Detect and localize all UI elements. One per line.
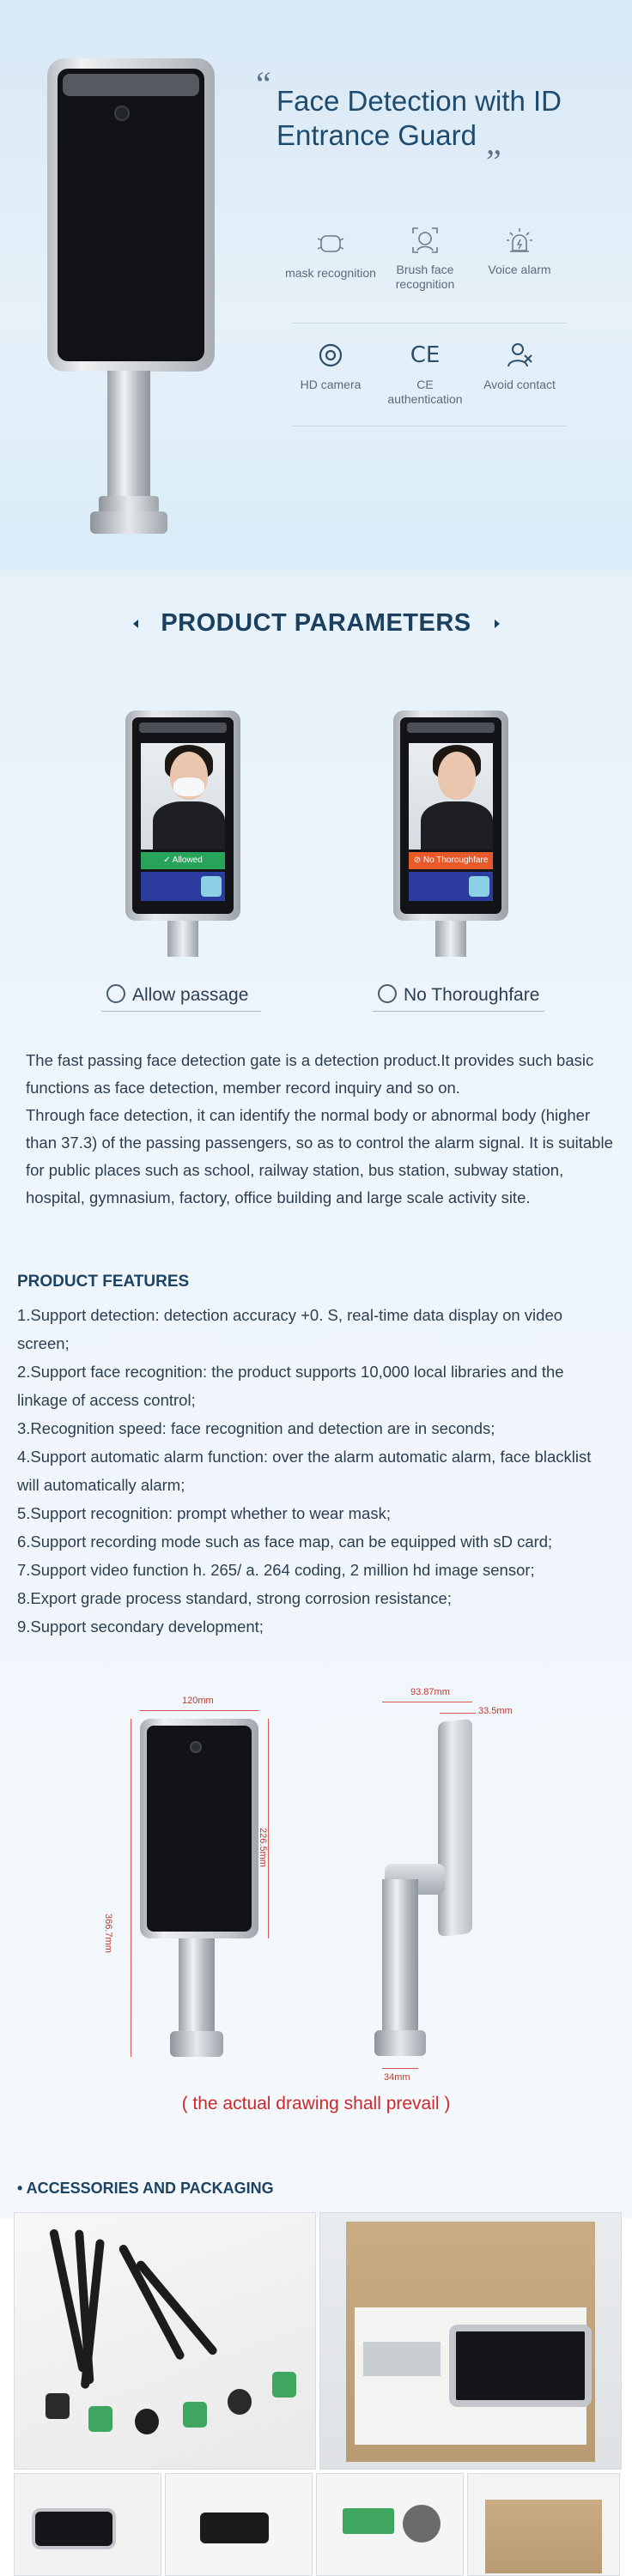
width-dimension-line (140, 1710, 258, 1711)
allow-passage-caption (106, 984, 248, 1006)
status-text: Allowed (172, 856, 203, 865)
device-sensor-bar (63, 74, 199, 96)
qr-code (469, 876, 489, 897)
shoulders (421, 801, 493, 850)
feature-item: 3.Recognition speed: face recognition and detection are in seconds; (17, 1419, 495, 1437)
screen-depth-line (440, 1713, 476, 1714)
feature-face-scan (378, 225, 472, 292)
screw-pack (403, 2505, 441, 2543)
cross-circle-icon (378, 984, 397, 1003)
caption-underline (101, 1011, 261, 1012)
device-camera (190, 1741, 202, 1753)
caption-text: Allow passage (132, 985, 249, 1005)
hero-title (276, 84, 603, 153)
device-pole (107, 371, 150, 499)
cables-photo (14, 2212, 316, 2470)
description-paragraph: The fast passing face detection gate is a detection product.It provides such basic functions as face detection, member record inquiry and so on. (26, 1051, 594, 1097)
device-camera (114, 106, 130, 121)
device-allowed-image (125, 711, 240, 921)
feature-item: 9.Support secondary development; (17, 1618, 264, 1636)
accessories-title: • ACCESSORIES AND PACKAGING (17, 2180, 274, 2197)
width-dimension-label: 120mm (182, 1696, 214, 1706)
device-side-drawing (438, 1719, 472, 1937)
drawing-disclaimer: ( the actual drawing shall prevail ) (181, 2094, 451, 2113)
device-screen (147, 1726, 252, 1932)
no-thoroughfare-caption (378, 984, 539, 1006)
usb-plug (46, 2393, 70, 2419)
face-mask (173, 777, 204, 796)
feature-item: 6.Support recording mode such as face map, can be equipped with sD card; (17, 1533, 553, 1551)
device-base (374, 2030, 426, 2056)
product-box (485, 2500, 602, 2573)
features-heading: PRODUCT FEATURES (17, 1273, 190, 1291)
close-quote: „ (486, 123, 501, 161)
shoulders (153, 801, 225, 850)
pole-diameter-label: 34mm (384, 2072, 410, 2083)
feature-label: mask recognition (285, 266, 376, 280)
device-pole (435, 921, 466, 957)
sensor-bar (407, 723, 495, 733)
screen-height-line (268, 1719, 269, 1938)
hero-section (0, 0, 632, 571)
description-text (26, 1047, 618, 1212)
total-height-label: 366.7mm (103, 1914, 113, 1953)
terminal-block (343, 2508, 394, 2534)
status-badge: ✓ Allowed (141, 852, 225, 869)
feature-camera (283, 340, 378, 392)
screen-height-label: 226.5mm (258, 1828, 268, 1867)
pole-in-box (363, 2342, 441, 2376)
info-panel (141, 872, 225, 901)
feature-label: Brush face recognition (395, 263, 455, 291)
mask-icon (315, 228, 346, 259)
device-pole (382, 1879, 418, 2030)
terminal-plug (272, 2372, 296, 2398)
device-in-box (449, 2325, 592, 2407)
feature-ce (378, 340, 472, 407)
terminal-plug (88, 2406, 112, 2432)
open-quote: “ (256, 64, 271, 103)
feature-item: 7.Support video function h. 265/ a. 264 coding, 2 million hd image sensor; (17, 1561, 535, 1579)
power-adapter-photo (165, 2473, 313, 2576)
hero-title-line1: Face Detection with ID (276, 85, 562, 117)
terminal-blocks-photo (316, 2473, 464, 2576)
hero-title-line2: Entrance Guard (276, 119, 477, 151)
feature-label: CE authentication (387, 378, 463, 406)
device-pole (167, 921, 198, 957)
feature-item: 1.Support detection: detection accuracy +0. S, real-time data display on video screen; (17, 1306, 563, 1352)
device-screen (58, 69, 204, 361)
power-adapter (200, 2513, 269, 2543)
caption-text: No Thoroughfare (404, 985, 540, 1005)
feature-item: 4.Support automatic alarm function: over the alarm automatic alarm, face blacklist will automatically alarm; (17, 1448, 592, 1494)
feature-label: Avoid contact (483, 378, 556, 391)
face (438, 752, 476, 800)
device-base (170, 2031, 223, 2057)
screen-depth-label: 33.5mm (478, 1706, 513, 1716)
terminal-plug (183, 2402, 207, 2428)
device-pole-ring (99, 496, 159, 513)
feature-item: 2.Support face recognition: the product supports 10,000 local libraries and the linkage of access control; (17, 1363, 564, 1409)
pole-diameter-line (382, 2068, 418, 2069)
device (32, 2508, 116, 2549)
description-paragraph: Through face detection, it can identify the normal body or abnormal body (higher than 37.3) of the passing passengers, so as to control the alarm signal. It is suitable for public places such as school, railway station, bus station, subway station, hospital, gymnasium, factory, office building and large scale activity site. (26, 1106, 613, 1206)
face-photo (409, 743, 493, 850)
status-badge: ⊘ No Thoroughfare (409, 852, 493, 869)
depth-dimension-label: 93.87mm (410, 1687, 450, 1697)
ce-icon: CE (410, 342, 441, 368)
qr-code (201, 876, 222, 897)
feature-alarm (472, 225, 567, 277)
feature-contactless (472, 340, 567, 392)
rj45-plug (228, 2389, 252, 2415)
feature-mask (283, 228, 378, 281)
face-scan-icon (410, 225, 441, 256)
caption-underline (373, 1011, 544, 1012)
status-text: No Thoroughfare (422, 856, 489, 865)
contactless-icon (504, 340, 535, 371)
info-panel (409, 872, 493, 901)
device-mount-photo (14, 2473, 161, 2576)
device-denied-image (393, 711, 508, 921)
device-pole (179, 1938, 215, 2031)
alarm-icon (504, 225, 535, 256)
feature-label: HD camera (300, 378, 362, 391)
packaging-photo (319, 2212, 622, 2470)
check-circle-icon (106, 984, 125, 1003)
device-pole-base (90, 511, 167, 534)
feature-item: 5.Support recognition: prompt whether to wear mask; (17, 1504, 391, 1522)
device-front-image (47, 58, 215, 372)
face-photo (141, 743, 225, 850)
parameters-title: PRODUCT PARAMETERS (161, 609, 471, 637)
features-list (17, 1301, 610, 1641)
device-screen (400, 717, 501, 914)
device-screen (132, 717, 234, 914)
dc-plug (135, 2409, 159, 2434)
device-front-drawing (140, 1719, 258, 1938)
title-right-arrow-icon (495, 620, 500, 628)
sensor-bar (139, 723, 227, 733)
camera-icon (315, 340, 346, 371)
feature-item: 8.Export grade process standard, strong corrosion resistance; (17, 1589, 452, 1607)
feature-label: Voice alarm (488, 263, 551, 276)
product-box-photo (467, 2473, 620, 2576)
